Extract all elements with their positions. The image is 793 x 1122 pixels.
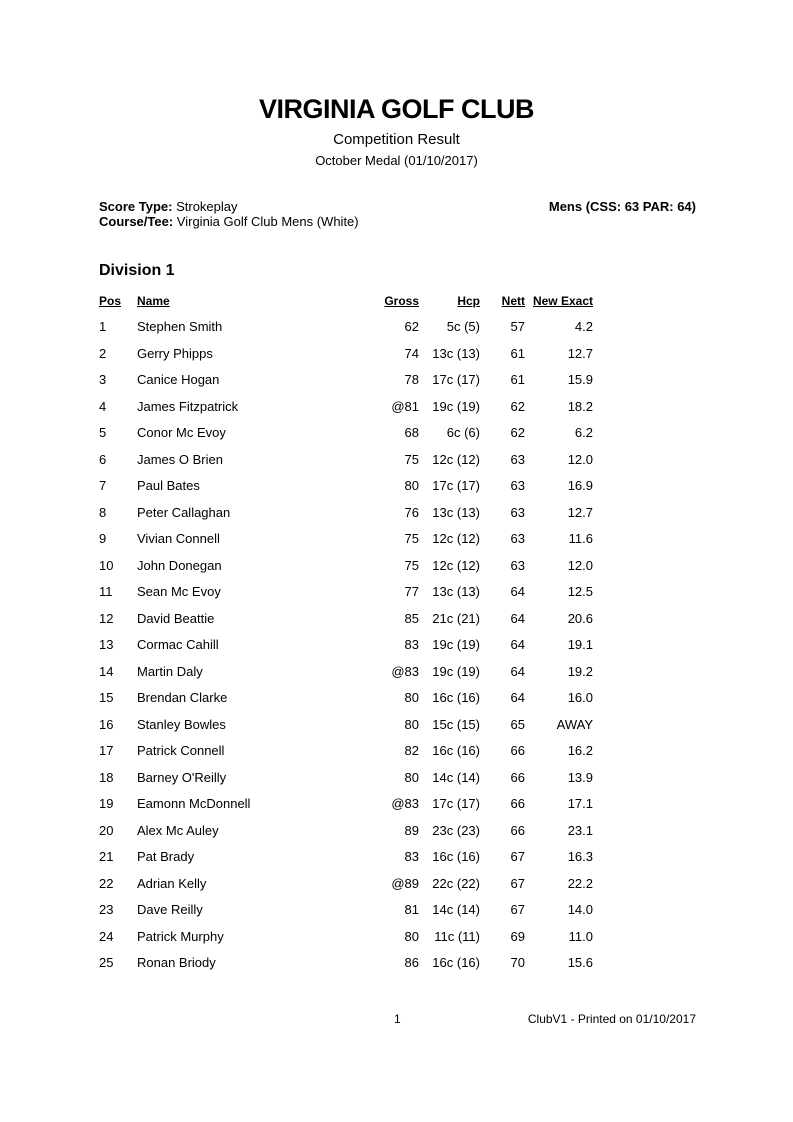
player-name: Stanley Bowles	[137, 716, 226, 732]
handicap: 22c (22)	[432, 875, 480, 891]
handicap: 14c (14)	[432, 902, 480, 917]
result-pos: 1	[99, 319, 107, 334]
handicap: 23c (23)	[432, 822, 480, 838]
new-exact-handicap: 15.6	[567, 955, 593, 970]
result-pos: 13	[99, 637, 114, 652]
player-name: David Beattie	[137, 610, 215, 626]
competition-name: October Medal (01/10/2017)	[315, 153, 478, 168]
handicap: 21c (21)	[432, 610, 480, 626]
result-pos: 6	[99, 451, 107, 467]
new-exact-handicap: 23.1	[567, 822, 593, 838]
handicap: 12c (12)	[432, 531, 480, 546]
new-exact-handicap: 19.1	[567, 637, 593, 652]
nett-score: 67	[510, 875, 525, 891]
report-subtitle: Competition Result	[333, 131, 460, 148]
result-pos: 20	[99, 822, 114, 838]
table-row	[0, 446, 793, 473]
result-pos: 22	[99, 875, 114, 891]
result-pos: 4	[99, 398, 107, 414]
new-exact-handicap: AWAY	[556, 716, 593, 732]
club-title: VIRGINIA GOLF CLUB	[259, 94, 534, 124]
result-pos: 25	[99, 955, 114, 970]
handicap: 19c (19)	[432, 398, 480, 414]
player-name: Brendan Clarke	[137, 690, 228, 705]
new-exact-handicap: 17.1	[567, 796, 593, 811]
player-name: Adrian Kelly	[137, 875, 207, 891]
nett-score: 63	[510, 504, 525, 520]
nett-score: 64	[510, 610, 525, 626]
gross-score: @89	[391, 875, 419, 891]
handicap: 19c (19)	[432, 663, 480, 679]
new-exact-handicap: 12.0	[567, 557, 593, 573]
new-exact-handicap: 16.3	[567, 849, 593, 864]
new-exact-handicap: 14.0	[567, 902, 593, 917]
player-name: Peter Callaghan	[137, 504, 231, 520]
new-exact-handicap: 16.2	[567, 743, 593, 758]
gross-score: 81	[404, 902, 419, 917]
nett-score: 66	[510, 822, 525, 838]
handicap: 17c (17)	[432, 372, 480, 387]
nett-score: 61	[510, 372, 525, 387]
table-row	[0, 578, 793, 605]
nett-score: 69	[510, 928, 525, 944]
handicap: 15c (15)	[432, 716, 480, 732]
result-pos: 9	[99, 531, 107, 546]
gross-score: 80	[404, 478, 419, 493]
new-exact-handicap: 12.7	[567, 345, 593, 361]
handicap: 13c (13)	[432, 504, 480, 520]
handicap: 5c (5)	[446, 319, 480, 334]
gross-score: 85	[404, 610, 419, 626]
gross-score: 74	[404, 345, 419, 361]
division-title: Division 1	[99, 262, 175, 279]
handicap: 16c (16)	[432, 955, 480, 970]
result-pos: 18	[99, 769, 114, 785]
table-row	[0, 605, 793, 632]
page-number: 1	[394, 1012, 401, 1026]
player-name: Ronan Briody	[137, 955, 216, 970]
table-row	[0, 552, 793, 579]
new-exact-handicap: 13.9	[567, 769, 593, 785]
new-exact-handicap: 6.2	[574, 425, 593, 440]
player-name: Patrick Connell	[137, 743, 225, 758]
table-row	[0, 817, 793, 844]
result-pos: 12	[99, 610, 114, 626]
handicap: 13c (13)	[432, 345, 480, 361]
result-pos: 2	[99, 345, 107, 361]
gross-score: 68	[404, 425, 419, 440]
new-exact-handicap: 19.2	[567, 663, 593, 679]
score-type-line	[99, 199, 238, 214]
player-name: Patrick Murphy	[137, 928, 224, 944]
table-row	[0, 419, 793, 446]
score-type-label: Score Type:	[99, 199, 173, 214]
table-row	[0, 711, 793, 738]
nett-score: 62	[510, 398, 525, 414]
player-name: Alex Mc Auley	[137, 822, 219, 838]
table-row	[0, 923, 793, 950]
player-name: James O Brien	[137, 451, 223, 467]
column-header-name: Name	[137, 294, 170, 308]
player-name: Conor Mc Evoy	[137, 425, 226, 440]
gross-score: 62	[404, 319, 419, 334]
results-header-row	[0, 294, 793, 310]
handicap: 17c (17)	[432, 478, 480, 493]
column-header-hcp: Hcp	[457, 294, 480, 308]
result-pos: 16	[99, 716, 114, 732]
result-pos: 3	[99, 372, 107, 387]
column-header-new-exact: New Exact	[532, 294, 593, 308]
player-name: John Donegan	[137, 557, 222, 573]
player-name: Pat Brady	[137, 849, 195, 864]
gross-score: 80	[404, 716, 419, 732]
result-pos: 24	[99, 928, 114, 944]
handicap: 13c (13)	[432, 584, 480, 599]
handicap: 14c (14)	[432, 769, 480, 785]
gross-score: 89	[404, 822, 419, 838]
table-row	[0, 340, 793, 367]
handicap: 19c (19)	[432, 637, 480, 652]
player-name: Gerry Phipps	[137, 345, 213, 361]
column-header-nett: Nett	[501, 294, 525, 308]
new-exact-handicap: 11.6	[568, 531, 593, 546]
nett-score: 66	[510, 743, 525, 758]
gross-score: 78	[404, 372, 419, 387]
mens-css-par: Mens (CSS: 63 PAR: 64)	[548, 199, 696, 214]
nett-score: 57	[510, 319, 525, 334]
nett-score: 64	[510, 584, 525, 599]
result-pos: 7	[99, 478, 107, 493]
new-exact-handicap: 12.5	[567, 584, 593, 599]
player-name: Cormac Cahill	[137, 637, 219, 652]
handicap: 12c (12)	[432, 451, 480, 467]
handicap: 16c (16)	[432, 849, 480, 864]
handicap: 12c (12)	[432, 557, 480, 573]
printed-info: ClubV1 - Printed on 01/10/2017	[527, 1012, 696, 1026]
new-exact-handicap: 11.0	[568, 928, 593, 944]
gross-score: 83	[404, 849, 419, 864]
new-exact-handicap: 16.9	[567, 478, 593, 493]
nett-score: 61	[510, 345, 525, 361]
results-table	[0, 313, 793, 976]
table-row	[0, 658, 793, 685]
gross-score: 80	[404, 769, 419, 785]
column-header-pos: Pos	[99, 294, 122, 308]
gross-score: 76	[404, 504, 419, 520]
new-exact-handicap: 15.9	[567, 372, 593, 387]
new-exact-handicap: 20.6	[567, 610, 593, 626]
gross-score: 77	[404, 584, 419, 599]
nett-score: 65	[510, 716, 525, 732]
score-type-value: Strokeplay	[176, 199, 238, 214]
nett-score: 63	[510, 478, 525, 493]
gross-score: 75	[404, 451, 419, 467]
player-name: Vivian Connell	[137, 531, 220, 546]
gross-score: @81	[391, 398, 419, 414]
course-tee-label: Course/Tee:	[99, 214, 174, 229]
nett-score: 62	[510, 425, 525, 440]
table-row	[0, 790, 793, 817]
gross-score: 75	[404, 557, 419, 573]
handicap: 17c (17)	[432, 796, 480, 811]
nett-score: 63	[510, 451, 525, 467]
nett-score: 70	[510, 955, 525, 970]
player-name: Stephen Smith	[137, 319, 223, 334]
nett-score: 64	[510, 690, 525, 705]
gross-score: 82	[404, 743, 419, 758]
table-row	[0, 764, 793, 791]
result-pos: 17	[99, 743, 114, 758]
nett-score: 67	[510, 902, 525, 917]
table-row	[0, 313, 793, 340]
course-tee-value: Virginia Golf Club Mens (White)	[176, 214, 359, 229]
nett-score: 66	[510, 796, 525, 811]
new-exact-handicap: 16.0	[567, 690, 593, 705]
nett-score: 64	[510, 637, 525, 652]
player-name: Sean Mc Evoy	[137, 584, 221, 599]
result-pos: 15	[99, 690, 114, 705]
nett-score: 63	[510, 557, 525, 573]
table-row	[0, 870, 793, 897]
new-exact-handicap: 12.0	[567, 451, 593, 467]
handicap: 16c (16)	[432, 690, 480, 705]
player-name: Paul Bates	[137, 478, 200, 493]
table-row	[0, 393, 793, 420]
handicap: 16c (16)	[432, 743, 480, 758]
gross-score: @83	[391, 663, 419, 679]
player-name: Martin Daly	[137, 663, 203, 679]
table-row	[0, 843, 793, 870]
table-row	[0, 366, 793, 393]
gross-score: 80	[404, 928, 419, 944]
new-exact-handicap: 4.2	[574, 319, 593, 334]
nett-score: 63	[510, 531, 525, 546]
table-row	[0, 949, 793, 976]
gross-score: 80	[404, 690, 419, 705]
nett-score: 66	[510, 769, 525, 785]
result-pos: 5	[99, 425, 107, 440]
table-row	[0, 525, 793, 552]
result-pos: 11	[99, 584, 113, 599]
gross-score: 86	[404, 955, 419, 970]
table-row	[0, 684, 793, 711]
result-pos: 10	[99, 557, 114, 573]
table-row	[0, 737, 793, 764]
table-row	[0, 631, 793, 658]
new-exact-handicap: 18.2	[567, 398, 593, 414]
result-pos: 14	[99, 663, 114, 679]
result-pos: 21	[99, 849, 114, 864]
gross-score: 75	[404, 531, 419, 546]
player-name: Barney O'Reilly	[137, 769, 227, 785]
table-row	[0, 472, 793, 499]
handicap: 11c (11)	[434, 928, 480, 944]
result-pos: 8	[99, 504, 107, 520]
player-name: Dave Reilly	[137, 902, 203, 917]
table-row	[0, 896, 793, 923]
column-header-gross: Gross	[384, 294, 419, 308]
table-row	[0, 499, 793, 526]
player-name: Eamonn McDonnell	[137, 796, 251, 811]
new-exact-handicap: 22.2	[567, 875, 593, 891]
result-pos: 23	[99, 902, 114, 917]
player-name: James Fitzpatrick	[137, 398, 239, 414]
new-exact-handicap: 12.7	[567, 504, 593, 520]
player-name: Canice Hogan	[137, 372, 220, 387]
result-pos: 19	[99, 796, 114, 811]
gross-score: 83	[404, 637, 419, 652]
handicap: 6c (6)	[446, 425, 480, 440]
gross-score: @83	[391, 796, 419, 811]
course-tee-line	[99, 214, 359, 229]
nett-score: 67	[510, 849, 525, 864]
nett-score: 64	[510, 663, 525, 679]
